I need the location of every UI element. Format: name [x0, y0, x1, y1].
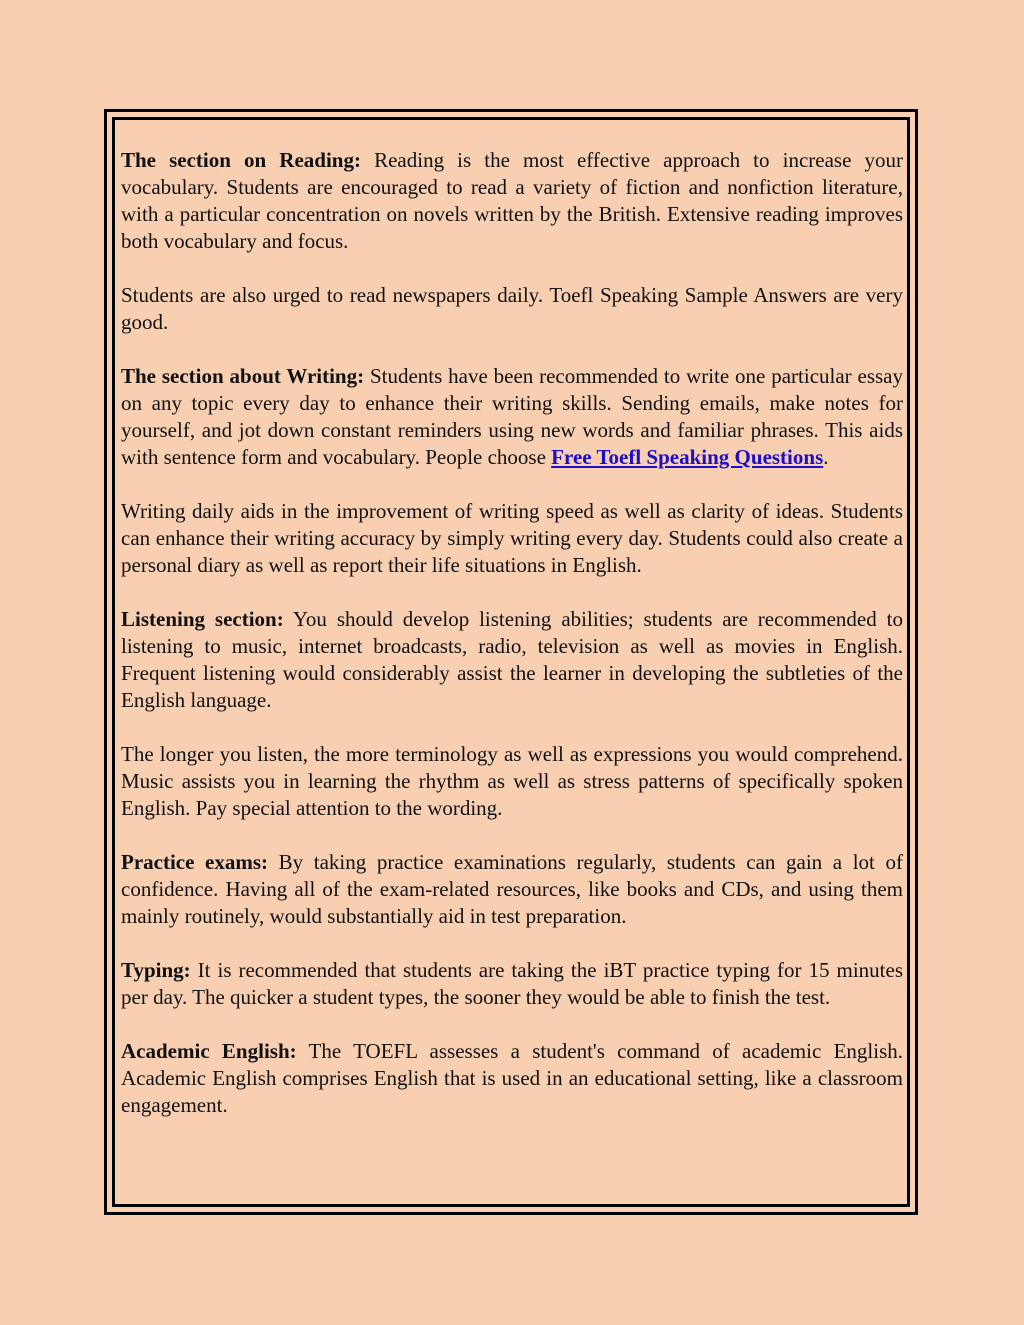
paragraph-writing [121, 363, 903, 471]
heading-reading: The section on Reading: [121, 148, 361, 172]
writing-text: Students have been recommended to write one particular essay on any topic every day to enhance their writing skills. Sending emails, make notes for yourself, and jot down constant reminders using new words and familiar phrases. This aids with sentence form and vocabulary. People choose [121, 364, 904, 469]
academic-text: The TOEFL assesses a student's command of academic English. Academic English comprises English that is used in an educational setting, like a classroom engagement. [121, 1039, 903, 1117]
heading-writing: The section about Writing: [121, 364, 365, 388]
writing-daily-text: Writing daily aids in the improvement of writing speed as well as clarity of ideas. Students can enhance their writing accuracy by simply writing every day. Students could also create a personal diary as well as report their life situations in English. [121, 499, 903, 577]
newspapers-text: Students are also urged to read newspapers daily. Toefl Speaking Sample Answers are very good. [121, 283, 903, 334]
paragraph-practice [121, 849, 903, 930]
heading-academic: Academic English: [121, 1039, 297, 1063]
document-body [121, 147, 903, 1146]
heading-typing: Typing: [121, 958, 191, 982]
reading-text: Reading is the most effective approach to increase your vocabulary. Students are encouraged to read a variety of fiction and nonfiction literature, with a particular concentration on novels written by the British. Extensive reading improves both vocabulary and focus. [121, 148, 903, 253]
practice-text: By taking practice examinations regularly, students can gain a lot of confidence. Having all of the exam-related resources, like books and CDs, and using them mainly routinely, would substantially aid in test preparation. [121, 850, 903, 928]
heading-practice: Practice exams: [121, 850, 269, 874]
heading-listening: Listening section: [121, 607, 284, 631]
paragraph-newspapers [121, 282, 903, 336]
typing-text: It is recommended that students are taking the iBT practice typing for 15 minutes per day. The quicker a student types, the sooner they would be able to finish the test. [121, 958, 903, 1009]
paragraph-reading [121, 147, 903, 255]
listening-more-text: The longer you listen, the more terminology as well as expressions you would comprehend. Music assists you in learning the rhythm as well as stress patterns of specifically spoken English. Pay special attention to the wording. [121, 742, 903, 820]
paragraph-typing [121, 957, 903, 1011]
free-toefl-speaking-questions-link[interactable]: Free Toefl Speaking Questions [551, 445, 824, 469]
paragraph-writing-daily [121, 498, 903, 579]
paragraph-listening-more [121, 741, 903, 822]
writing-after: . [823, 445, 829, 469]
paragraph-listening [121, 606, 903, 714]
listening-text: You should develop listening abilities; students are recommended to listening to music, internet broadcasts, radio, television as well as movies in English. Frequent listening would considerably assist the learner in developing the subtleties of the English language. [121, 607, 903, 712]
paragraph-academic [121, 1038, 903, 1119]
